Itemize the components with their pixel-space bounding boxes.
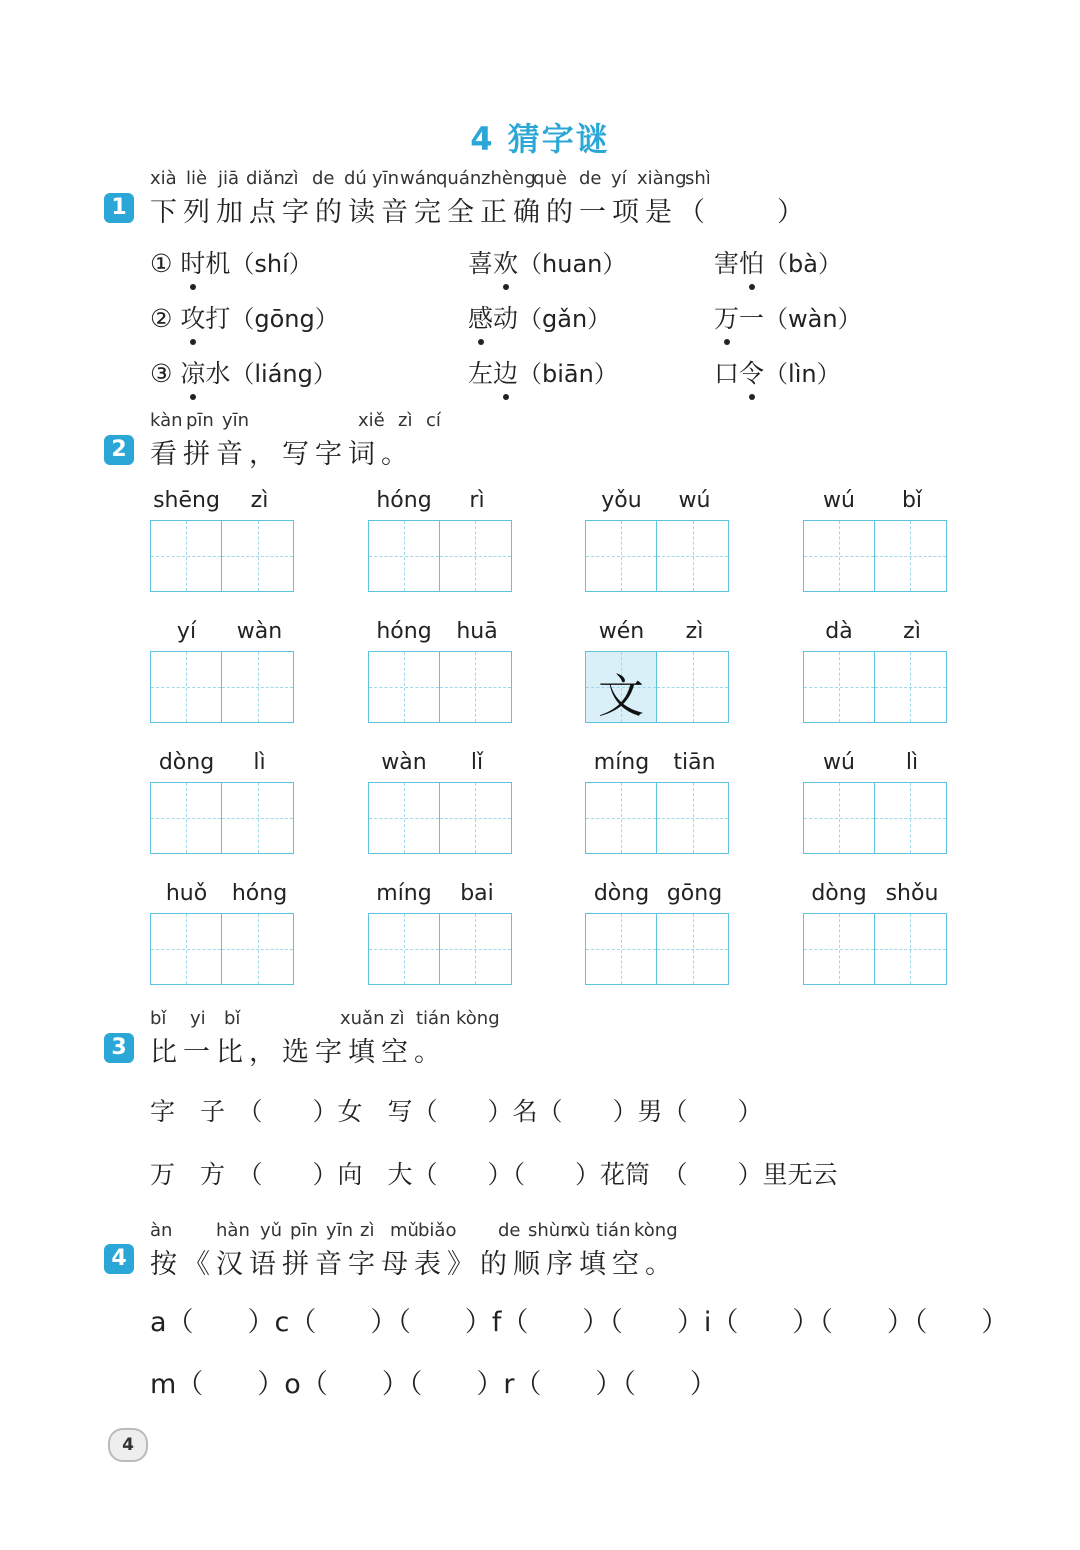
writing-cell[interactable] — [150, 913, 222, 985]
writing-cell[interactable] — [803, 913, 875, 985]
option-pinyin: （lìn） — [764, 360, 841, 388]
writing-cell[interactable] — [222, 782, 294, 854]
word-pinyin: bai — [460, 881, 494, 906]
word-pinyin: dòng — [811, 881, 867, 906]
word-box — [368, 488, 514, 592]
question-4-prompt: 按《汉语拼音字母表》的顺序填空。 — [150, 1249, 678, 1280]
pinyin-syllable: liè — [186, 168, 208, 189]
question-1-option — [468, 244, 626, 280]
word-pinyin: yí — [176, 619, 197, 644]
pinyin-syllable: yīn — [222, 410, 250, 431]
option-char: 水 — [205, 359, 231, 388]
question-1-option — [468, 299, 611, 335]
word-pinyin: tiān — [673, 750, 716, 775]
question-4-line-2: m（ ）o（ ）（ ）r（ ）（ ） — [150, 1369, 717, 1400]
dotted-char: 欢 — [493, 244, 518, 280]
cell-character: 文 — [598, 669, 644, 723]
word-pinyin: wàn — [381, 750, 427, 775]
word-box — [585, 488, 731, 592]
word-pinyin: huǒ — [165, 881, 208, 906]
question-2-word-grid — [150, 488, 950, 998]
writing-cell[interactable] — [222, 913, 294, 985]
word-box — [803, 488, 949, 592]
writing-cell[interactable] — [368, 782, 440, 854]
pinyin-syllable: zhèng — [481, 168, 536, 189]
writing-cell[interactable] — [150, 520, 222, 592]
pinyin-syllable: kòng — [456, 1008, 500, 1029]
dotted-char: 凉 — [180, 354, 205, 390]
writing-cell[interactable] — [222, 651, 294, 723]
dotted-char: 怕 — [739, 244, 764, 280]
writing-cell[interactable] — [585, 782, 657, 854]
pinyin-syllable: tián — [416, 1008, 451, 1029]
word-pinyin: dòng — [593, 881, 650, 906]
pinyin-syllable: zì — [398, 410, 413, 431]
writing-cell[interactable] — [803, 782, 875, 854]
word-pinyin: huā — [456, 619, 498, 644]
question-1-pinyin — [150, 168, 790, 190]
writing-cell[interactable] — [440, 913, 512, 985]
writing-cell[interactable] — [368, 651, 440, 723]
word-box — [803, 750, 949, 854]
option-char: 害 — [714, 249, 740, 278]
pinyin-syllable: àn — [150, 1220, 173, 1241]
writing-cell[interactable] — [657, 651, 729, 723]
page-number: 4 — [108, 1428, 148, 1462]
pinyin-syllable: kàn — [150, 410, 183, 431]
writing-cell[interactable] — [875, 913, 947, 985]
page-title: 4 猜字谜 — [470, 120, 610, 158]
pinyin-syllable: de — [498, 1220, 521, 1241]
question-1-option — [468, 354, 618, 390]
pinyin-syllable: pīn — [290, 1220, 318, 1241]
word-pinyin: gōng — [666, 881, 723, 906]
option-label: ① — [150, 249, 181, 278]
option-char: 一 — [739, 304, 765, 333]
writing-cell[interactable] — [440, 520, 512, 592]
word-pinyin: hóng — [376, 619, 432, 644]
word-pinyin: yǒu — [601, 488, 642, 513]
question-1-option — [714, 244, 842, 280]
writing-cell[interactable] — [440, 651, 512, 723]
option-pinyin: （gǎn） — [518, 305, 612, 333]
pinyin-syllable: jiā — [218, 168, 240, 189]
pinyin-syllable: tián — [596, 1220, 631, 1241]
question-1-prompt: 下列加点字的读音完全正确的一项是（ ） — [150, 197, 810, 228]
pinyin-syllable: quán — [436, 168, 482, 189]
word-pinyin: hóng — [376, 488, 432, 513]
word-pinyin: shǒu — [885, 881, 939, 906]
question-1-badge: 1 — [104, 193, 134, 223]
pinyin-syllable: hàn — [216, 1220, 250, 1241]
writing-cell[interactable] — [368, 520, 440, 592]
pinyin-syllable: zì — [390, 1008, 405, 1029]
writing-cell[interactable] — [657, 913, 729, 985]
pinyin-syllable: xiàng — [637, 168, 687, 189]
word-pinyin: zì — [903, 619, 921, 644]
writing-cell[interactable] — [875, 520, 947, 592]
word-pinyin: wú — [678, 488, 711, 513]
option-char: 口 — [714, 359, 740, 388]
pinyin-syllable: xuǎn — [340, 1008, 385, 1029]
word-box — [585, 750, 731, 854]
option-char: 喜 — [468, 249, 494, 278]
writing-cell[interactable] — [440, 782, 512, 854]
writing-cell[interactable] — [585, 651, 657, 723]
option-char: 机 — [205, 249, 231, 278]
pinyin-syllable: cí — [426, 410, 441, 431]
pinyin-syllable: yi — [190, 1008, 206, 1029]
word-pinyin: shēng — [153, 488, 220, 513]
pinyin-syllable: yīn — [372, 168, 400, 189]
option-label: ③ — [150, 359, 181, 388]
question-2-pinyin — [150, 410, 450, 432]
pinyin-syllable: zì — [360, 1220, 375, 1241]
option-pinyin: （biān） — [518, 360, 618, 388]
question-1-option — [714, 354, 841, 390]
word-pinyin: wàn — [236, 619, 283, 644]
dotted-char: 攻 — [180, 299, 205, 335]
option-pinyin: （huan） — [518, 250, 627, 278]
word-pinyin: dòng — [158, 750, 215, 775]
word-box — [368, 750, 514, 854]
pinyin-syllable: bǐ — [150, 1008, 167, 1029]
word-pinyin: wén — [598, 619, 645, 644]
option-char: 左 — [468, 359, 494, 388]
dotted-char: 令 — [739, 354, 764, 390]
pinyin-syllable: yīn — [326, 1220, 354, 1241]
pinyin-syllable: de — [312, 168, 335, 189]
word-pinyin: hóng — [231, 881, 288, 906]
question-3-pinyin — [150, 1008, 500, 1030]
word-box — [803, 881, 949, 985]
dotted-char: 边 — [493, 354, 518, 390]
writing-cell[interactable] — [150, 651, 222, 723]
word-pinyin: míng — [593, 750, 650, 775]
writing-cell[interactable] — [875, 782, 947, 854]
option-pinyin: （liáng） — [230, 360, 337, 388]
word-pinyin: míng — [376, 881, 432, 906]
question-3-badge: 3 — [104, 1033, 134, 1063]
word-box — [585, 881, 731, 985]
question-3-prompt: 比一比，选字填空。 — [150, 1037, 447, 1068]
option-pinyin: （shí） — [230, 250, 313, 278]
option-label: ② — [150, 304, 181, 333]
word-pinyin: lì — [253, 750, 266, 775]
word-pinyin: lǐ — [470, 750, 484, 775]
writing-cell[interactable] — [150, 782, 222, 854]
pinyin-syllable: xù — [568, 1220, 591, 1241]
word-pinyin: wú — [823, 488, 855, 513]
pinyin-syllable: de — [579, 168, 602, 189]
question-1-option — [150, 354, 337, 390]
writing-cell[interactable] — [875, 651, 947, 723]
word-box — [585, 619, 731, 723]
question-2-badge: 2 — [104, 435, 134, 465]
question-4-line-1: a（ ）c（ ）（ ）f（ ）（ ）i（ ）（ ）（ ） — [150, 1307, 1009, 1338]
word-pinyin: wú — [823, 750, 855, 775]
question-3-line-1: 字 子 （ ）女 写（ ）名（ ）男（ ） — [150, 1097, 763, 1126]
word-box — [150, 750, 296, 854]
option-char: 动 — [493, 304, 519, 333]
dotted-char: 感 — [468, 299, 493, 335]
question-3-line-2: 万 方 （ ）向 大（ ）（ ）花筒 （ ）里无云 — [150, 1160, 838, 1189]
pinyin-syllable: diǎn — [246, 168, 285, 189]
writing-cell[interactable] — [368, 913, 440, 985]
pinyin-syllable: shùn — [528, 1220, 572, 1241]
pinyin-syllable: yǔ — [260, 1220, 283, 1241]
pinyin-syllable: xiě — [358, 410, 385, 431]
pinyin-syllable: xià — [150, 168, 177, 189]
question-1-option — [150, 299, 339, 335]
question-2-prompt: 看拼音，写字词。 — [150, 439, 414, 470]
pinyin-syllable: zì — [284, 168, 299, 189]
question-4-badge: 4 — [104, 1244, 134, 1274]
writing-cell[interactable] — [657, 520, 729, 592]
word-pinyin: lì — [905, 750, 919, 775]
word-pinyin: zì — [685, 619, 704, 644]
pinyin-syllable: pīn — [186, 410, 214, 431]
pinyin-syllable: biǎo — [418, 1220, 457, 1241]
dotted-char: 万 — [714, 299, 739, 335]
pinyin-syllable: shì — [685, 168, 711, 189]
pinyin-syllable: wán — [400, 168, 438, 189]
option-pinyin: （bà） — [764, 250, 842, 278]
word-box — [368, 619, 514, 723]
writing-cell[interactable] — [803, 520, 875, 592]
pinyin-syllable: yí — [611, 168, 627, 189]
writing-cell[interactable] — [585, 520, 657, 592]
writing-cell[interactable] — [803, 651, 875, 723]
writing-cell[interactable] — [657, 782, 729, 854]
question-1-option — [714, 299, 862, 335]
pinyin-syllable: què — [533, 168, 567, 189]
option-pinyin: （wàn） — [764, 305, 862, 333]
pinyin-syllable: dú — [344, 168, 367, 189]
writing-cell[interactable] — [585, 913, 657, 985]
word-box — [150, 488, 296, 592]
word-pinyin: bǐ — [901, 488, 923, 513]
writing-cell[interactable] — [222, 520, 294, 592]
option-char: 打 — [205, 304, 231, 333]
word-box — [150, 619, 296, 723]
option-pinyin: （gōng） — [230, 305, 339, 333]
word-pinyin: rì — [469, 488, 485, 513]
word-pinyin: zì — [250, 488, 269, 513]
word-box — [150, 881, 296, 985]
question-4-pinyin — [150, 1220, 710, 1242]
word-pinyin: dà — [825, 619, 853, 644]
word-box — [803, 619, 949, 723]
dotted-char: 时 — [180, 244, 205, 280]
pinyin-syllable: bǐ — [224, 1008, 241, 1029]
pinyin-syllable: kòng — [634, 1220, 678, 1241]
pinyin-syllable: mǔ — [390, 1220, 419, 1241]
word-box — [368, 881, 514, 985]
question-1-option — [150, 244, 313, 280]
